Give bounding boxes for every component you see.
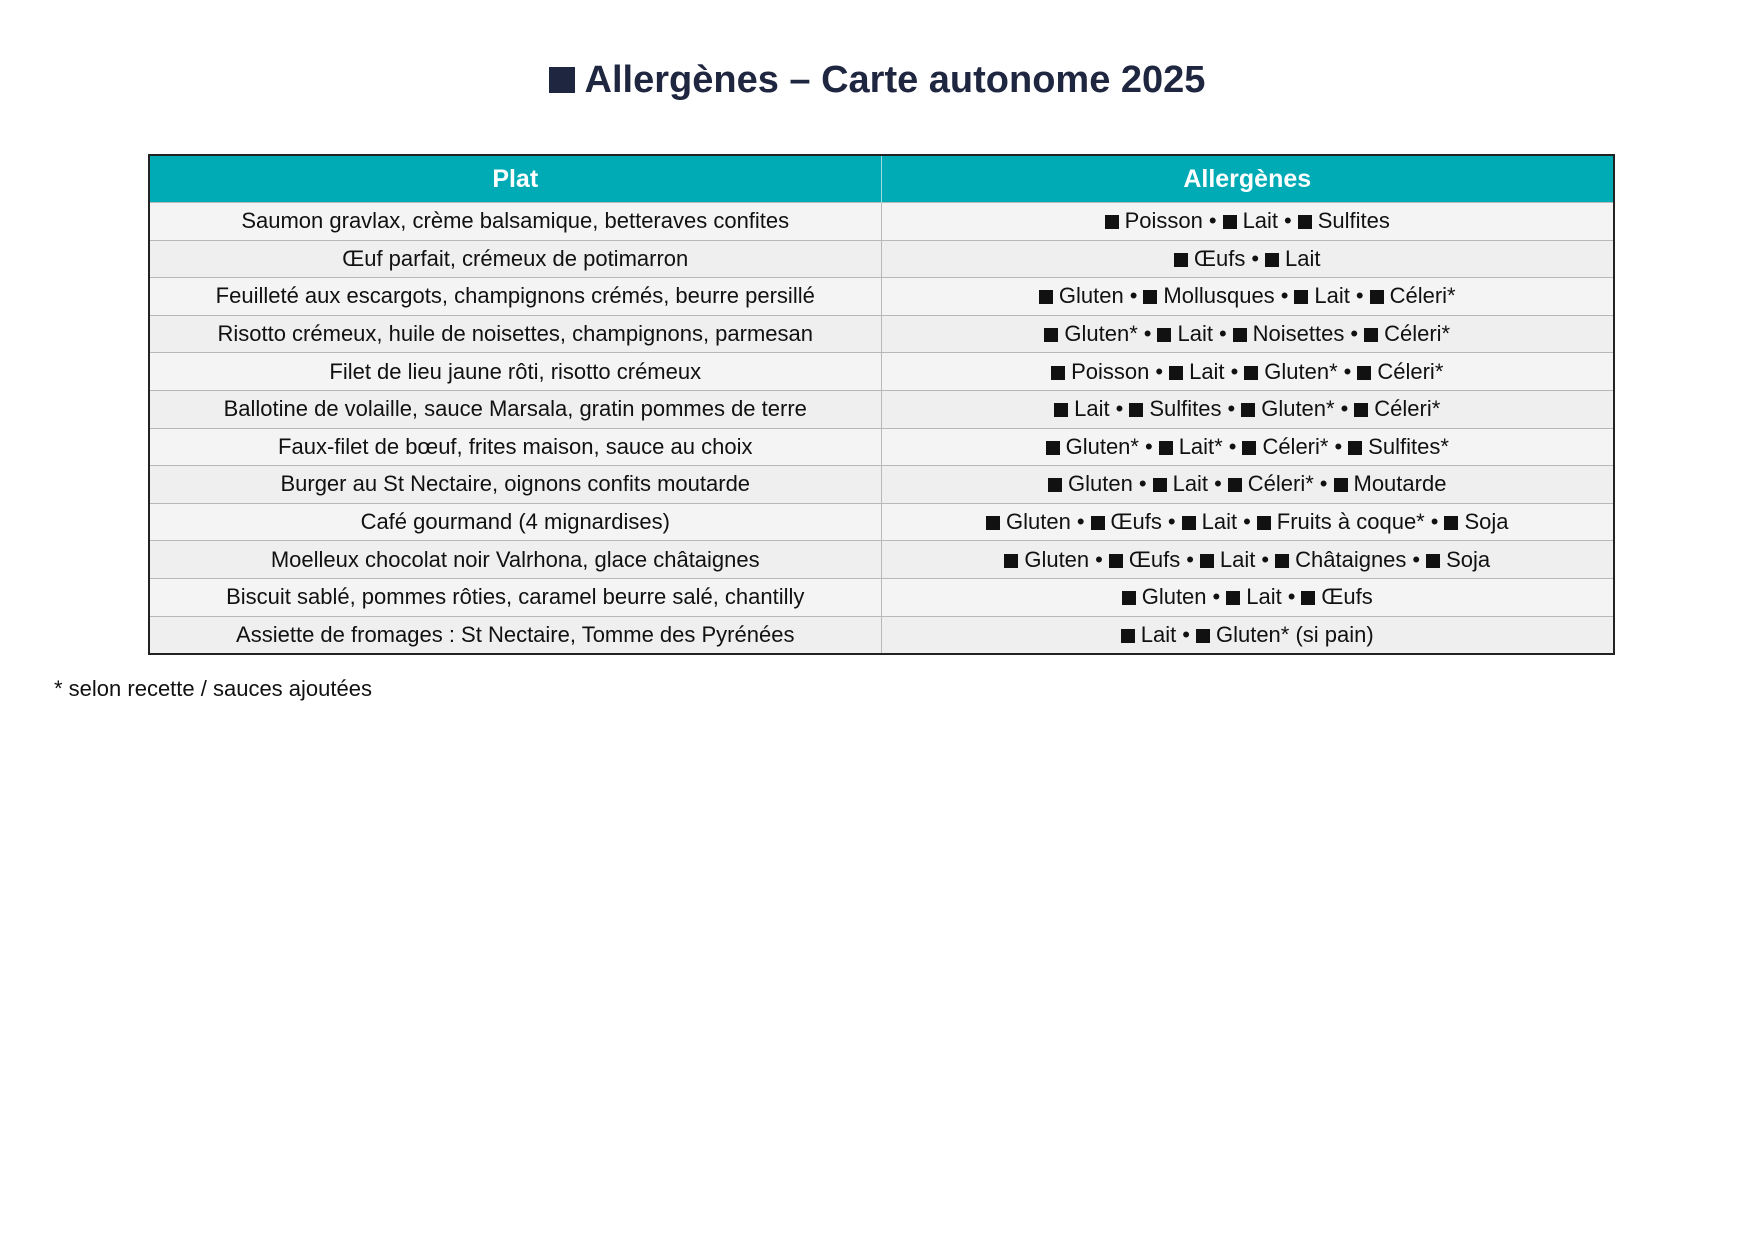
square-bullet-icon bbox=[1223, 215, 1237, 229]
square-bullet-icon bbox=[1294, 290, 1308, 304]
allergens-cell bbox=[881, 203, 1614, 241]
allergen-label: Soja bbox=[1464, 509, 1509, 535]
allergen-item bbox=[1153, 471, 1208, 496]
allergen-label: Soja bbox=[1446, 546, 1491, 572]
square-bullet-icon bbox=[1275, 554, 1289, 568]
allergen-label: Céleri* bbox=[1262, 433, 1329, 459]
square-bullet-icon bbox=[1122, 591, 1136, 605]
allergen-label: Gluten bbox=[1006, 509, 1071, 535]
bullet-separator: • bbox=[1155, 358, 1164, 384]
dish-cell: Moelleux chocolat noir Valrhona, glace châtaignes bbox=[149, 541, 881, 579]
bullet-separator: • bbox=[1115, 396, 1124, 422]
square-bullet-icon bbox=[1159, 441, 1173, 455]
allergen-label: Œufs bbox=[1193, 245, 1246, 271]
square-bullet-icon bbox=[1348, 441, 1362, 455]
table-row bbox=[149, 578, 1614, 616]
square-bullet-icon bbox=[1301, 591, 1315, 605]
allergen-item bbox=[1048, 471, 1133, 496]
allergen-item bbox=[1122, 584, 1207, 609]
square-bullet-icon bbox=[1121, 629, 1135, 643]
square-bullet-icon bbox=[1105, 215, 1119, 229]
allergen-label: Lait bbox=[1219, 546, 1256, 572]
allergen-label: Noisettes bbox=[1252, 321, 1345, 347]
dish-cell: Saumon gravlax, crème balsamique, betteraves confites bbox=[149, 203, 881, 241]
bullet-separator: • bbox=[1143, 321, 1152, 347]
allergen-label: Lait bbox=[1074, 396, 1110, 422]
allergen-label: Céleri* bbox=[1384, 321, 1451, 347]
allergen-label: Gluten bbox=[1141, 584, 1207, 610]
bullet-separator: • bbox=[1208, 208, 1217, 234]
allergen-label: Mollusques bbox=[1163, 283, 1275, 309]
allergen-item bbox=[1121, 622, 1176, 647]
bullet-separator: • bbox=[1218, 321, 1227, 347]
bullet-separator: • bbox=[1340, 396, 1349, 422]
allergen-item bbox=[1143, 283, 1274, 308]
allergen-item bbox=[1046, 434, 1139, 459]
bullet-separator: • bbox=[1212, 584, 1221, 610]
dish-cell: Café gourmand (4 mignardises) bbox=[149, 503, 881, 541]
square-bullet-icon bbox=[1174, 253, 1188, 267]
allergen-item bbox=[1244, 359, 1337, 384]
page-title-text: Allergènes – Carte autonome 2025 bbox=[584, 59, 1206, 101]
bullet-separator: • bbox=[1228, 433, 1237, 459]
allergen-item bbox=[1444, 509, 1508, 534]
allergen-label: Lait bbox=[1201, 509, 1238, 535]
allergen-label: Lait bbox=[1242, 208, 1279, 234]
allergen-item bbox=[1226, 584, 1281, 609]
allergen-item bbox=[1091, 509, 1162, 534]
allergen-label: Gluten bbox=[1024, 546, 1090, 572]
bullet-separator: • bbox=[1430, 509, 1439, 535]
square-bullet-icon bbox=[1244, 366, 1258, 380]
bullet-separator: • bbox=[1261, 546, 1270, 572]
allergen-label: Gluten* bbox=[1264, 358, 1338, 384]
allergen-item bbox=[1223, 208, 1278, 233]
bullet-separator: • bbox=[1182, 621, 1190, 647]
square-bullet-icon bbox=[1298, 215, 1312, 229]
bullet-separator: • bbox=[1076, 509, 1085, 535]
allergen-label: Moutarde bbox=[1353, 471, 1447, 497]
allergen-item bbox=[1159, 434, 1223, 459]
allergens-cell bbox=[881, 240, 1614, 278]
square-bullet-icon bbox=[1426, 554, 1440, 568]
bullet-separator: • bbox=[1412, 546, 1421, 572]
dish-cell: Assiette de fromages : St Nectaire, Tomme des Pyrénées bbox=[149, 616, 881, 654]
square-bullet-icon bbox=[1051, 366, 1065, 380]
allergen-item bbox=[986, 509, 1071, 534]
bullet-separator: • bbox=[1186, 546, 1194, 572]
allergen-item bbox=[1200, 547, 1255, 572]
page-title bbox=[0, 50, 1754, 110]
dish-cell: Burger au St Nectaire, oignons confits moutarde bbox=[149, 466, 881, 504]
square-bullet-icon bbox=[1357, 366, 1371, 380]
allergen-label: Œufs bbox=[1110, 509, 1162, 535]
table-row bbox=[149, 428, 1614, 466]
bullet-separator: • bbox=[1251, 245, 1260, 271]
square-bullet-icon bbox=[1143, 290, 1157, 304]
allergen-item bbox=[1228, 471, 1314, 496]
allergen-item bbox=[1348, 434, 1449, 459]
allergen-item bbox=[1426, 547, 1490, 572]
bullet-separator: • bbox=[1284, 208, 1292, 234]
table-row bbox=[149, 390, 1614, 428]
allergen-item bbox=[1334, 471, 1447, 496]
square-bullet-icon bbox=[1242, 441, 1256, 455]
allergen-item bbox=[1129, 396, 1221, 421]
allergen-label: Céleri* bbox=[1374, 396, 1441, 422]
allergen-label: Lait bbox=[1177, 321, 1213, 347]
allergen-item bbox=[1370, 283, 1456, 308]
allergen-item bbox=[1301, 584, 1372, 609]
square-bullet-icon bbox=[1169, 366, 1183, 380]
table-row bbox=[149, 353, 1614, 391]
allergen-label: Lait bbox=[1140, 621, 1177, 647]
bullet-separator: • bbox=[1334, 433, 1343, 459]
square-bullet-icon bbox=[1200, 554, 1214, 568]
square-bullet-icon bbox=[1044, 328, 1058, 342]
allergens-cell bbox=[881, 503, 1614, 541]
allergens-cell bbox=[881, 466, 1614, 504]
allergen-label: Sulfites bbox=[1149, 396, 1222, 422]
square-bullet-icon bbox=[1182, 516, 1196, 530]
allergen-item bbox=[1109, 547, 1180, 572]
table-header-row bbox=[149, 155, 1614, 203]
square-bullet-icon bbox=[1054, 403, 1068, 417]
table-row bbox=[149, 240, 1614, 278]
bullet-separator: • bbox=[1227, 396, 1236, 422]
dish-cell: Ballotine de volaille, sauce Marsala, gratin pommes de terre bbox=[149, 390, 881, 428]
allergens-cell bbox=[881, 616, 1614, 654]
allergens-cell bbox=[881, 578, 1614, 616]
allergen-item bbox=[1174, 246, 1245, 271]
allergen-label: Sulfites* bbox=[1368, 433, 1449, 459]
bullet-separator: • bbox=[1343, 358, 1352, 384]
bullet-separator: • bbox=[1355, 283, 1364, 309]
allergens-cell bbox=[881, 315, 1614, 353]
square-bullet-icon bbox=[1364, 328, 1378, 342]
table-row bbox=[149, 541, 1614, 579]
allergen-item bbox=[1294, 283, 1349, 308]
header-allergens: Allergènes bbox=[881, 155, 1614, 203]
bullet-separator: • bbox=[1144, 433, 1153, 459]
bullet-separator: • bbox=[1138, 471, 1147, 497]
allergen-label: Fruits à coque* bbox=[1276, 509, 1425, 535]
dish-cell: Biscuit sablé, pommes rôties, caramel beurre salé, chantilly bbox=[149, 578, 881, 616]
square-bullet-icon bbox=[1091, 516, 1105, 530]
square-bullet-icon bbox=[1004, 554, 1018, 568]
square-bullet-icon bbox=[1196, 629, 1210, 643]
allergen-item bbox=[1196, 622, 1374, 647]
allergen-label: Sulfites bbox=[1317, 208, 1390, 234]
bullet-separator: • bbox=[1129, 283, 1138, 309]
bullet-separator: • bbox=[1287, 584, 1296, 610]
table-row bbox=[149, 503, 1614, 541]
dish-cell: Feuilleté aux escargots, champignons crémés, beurre persillé bbox=[149, 278, 881, 316]
bullet-separator: • bbox=[1350, 321, 1359, 347]
bullet-separator: • bbox=[1230, 358, 1239, 384]
allergen-label: Gluten bbox=[1058, 283, 1124, 309]
square-bullet-icon bbox=[549, 67, 575, 93]
table-row bbox=[149, 616, 1614, 654]
square-bullet-icon bbox=[1226, 591, 1240, 605]
allergens-cell bbox=[881, 428, 1614, 466]
square-bullet-icon bbox=[1153, 478, 1167, 492]
square-bullet-icon bbox=[1129, 403, 1143, 417]
square-bullet-icon bbox=[1228, 478, 1242, 492]
bullet-separator: • bbox=[1243, 509, 1251, 535]
allergen-item bbox=[1265, 246, 1320, 271]
allergen-label: Lait bbox=[1172, 471, 1209, 497]
allergen-item bbox=[1357, 359, 1443, 384]
allergen-label: Gluten* bbox=[1064, 321, 1138, 347]
allergen-label: Poisson bbox=[1124, 208, 1203, 234]
header-dish: Plat bbox=[149, 155, 881, 203]
square-bullet-icon bbox=[986, 516, 1000, 530]
allergen-item bbox=[1039, 283, 1124, 308]
square-bullet-icon bbox=[1241, 403, 1255, 417]
allergen-label: Poisson bbox=[1071, 358, 1150, 384]
allergen-label: Céleri* bbox=[1247, 471, 1314, 497]
allergen-label: Œufs bbox=[1128, 546, 1181, 572]
allergen-label: Céleri* bbox=[1377, 358, 1444, 384]
allergen-item bbox=[1054, 396, 1109, 421]
allergen-item bbox=[1241, 396, 1334, 421]
allergen-item bbox=[1105, 208, 1203, 233]
allergen-item bbox=[1298, 208, 1390, 233]
square-bullet-icon bbox=[1039, 290, 1053, 304]
square-bullet-icon bbox=[1233, 328, 1247, 342]
allergen-item bbox=[1044, 321, 1137, 346]
allergens-cell bbox=[881, 353, 1614, 391]
allergen-item bbox=[1157, 321, 1212, 346]
allergen-item bbox=[1169, 359, 1224, 384]
square-bullet-icon bbox=[1354, 403, 1368, 417]
square-bullet-icon bbox=[1046, 441, 1060, 455]
allergen-label: Gluten bbox=[1068, 471, 1133, 497]
table-row bbox=[149, 466, 1614, 504]
allergen-label: Lait bbox=[1314, 283, 1350, 309]
table-row bbox=[149, 278, 1614, 316]
bullet-separator: • bbox=[1214, 471, 1222, 497]
allergen-label: Gluten* bbox=[1261, 396, 1335, 422]
allergen-label: Gluten* bbox=[1065, 433, 1139, 459]
allergen-label: Gluten* (si pain) bbox=[1215, 621, 1374, 647]
allergen-item bbox=[1364, 321, 1450, 346]
allergen-item bbox=[1275, 547, 1406, 572]
square-bullet-icon bbox=[1048, 478, 1062, 492]
dish-cell: Risotto crémeux, huile de noisettes, champignons, parmesan bbox=[149, 315, 881, 353]
allergen-label: Lait bbox=[1285, 245, 1321, 271]
allergen-item bbox=[1233, 321, 1345, 346]
square-bullet-icon bbox=[1265, 253, 1279, 267]
allergens-cell bbox=[881, 390, 1614, 428]
square-bullet-icon bbox=[1257, 516, 1271, 530]
square-bullet-icon bbox=[1109, 554, 1123, 568]
square-bullet-icon bbox=[1334, 478, 1348, 492]
allergen-label: Châtaignes bbox=[1295, 546, 1407, 572]
allergen-table bbox=[148, 154, 1615, 655]
allergen-label: Lait bbox=[1246, 584, 1282, 610]
allergens-cell bbox=[881, 278, 1614, 316]
square-bullet-icon bbox=[1157, 328, 1171, 342]
allergen-item bbox=[1257, 509, 1425, 534]
dish-cell: Œuf parfait, crémeux de potimarron bbox=[149, 240, 881, 278]
footnote: * selon recette / sauces ajoutées bbox=[54, 676, 372, 701]
bullet-separator: • bbox=[1280, 283, 1289, 309]
dish-cell: Faux-filet de bœuf, frites maison, sauce au choix bbox=[149, 428, 881, 466]
allergen-item bbox=[1182, 509, 1237, 534]
table-row bbox=[149, 203, 1614, 241]
allergen-label: Lait* bbox=[1178, 433, 1223, 459]
dish-cell: Filet de lieu jaune rôti, risotto crémeux bbox=[149, 353, 881, 391]
bullet-separator: • bbox=[1319, 471, 1328, 497]
square-bullet-icon bbox=[1444, 516, 1458, 530]
allergen-label: Œufs bbox=[1321, 584, 1373, 610]
allergen-item bbox=[1354, 396, 1440, 421]
table-body bbox=[149, 203, 1614, 655]
bullet-separator: • bbox=[1167, 509, 1176, 535]
allergen-item bbox=[1004, 547, 1089, 572]
allergen-item bbox=[1051, 359, 1149, 384]
allergen-item bbox=[1242, 434, 1328, 459]
allergen-label: Lait bbox=[1189, 358, 1225, 384]
allergen-label: Céleri* bbox=[1389, 283, 1456, 309]
table-row bbox=[149, 315, 1614, 353]
allergens-cell bbox=[881, 541, 1614, 579]
bullet-separator: • bbox=[1095, 546, 1103, 572]
square-bullet-icon bbox=[1370, 290, 1384, 304]
